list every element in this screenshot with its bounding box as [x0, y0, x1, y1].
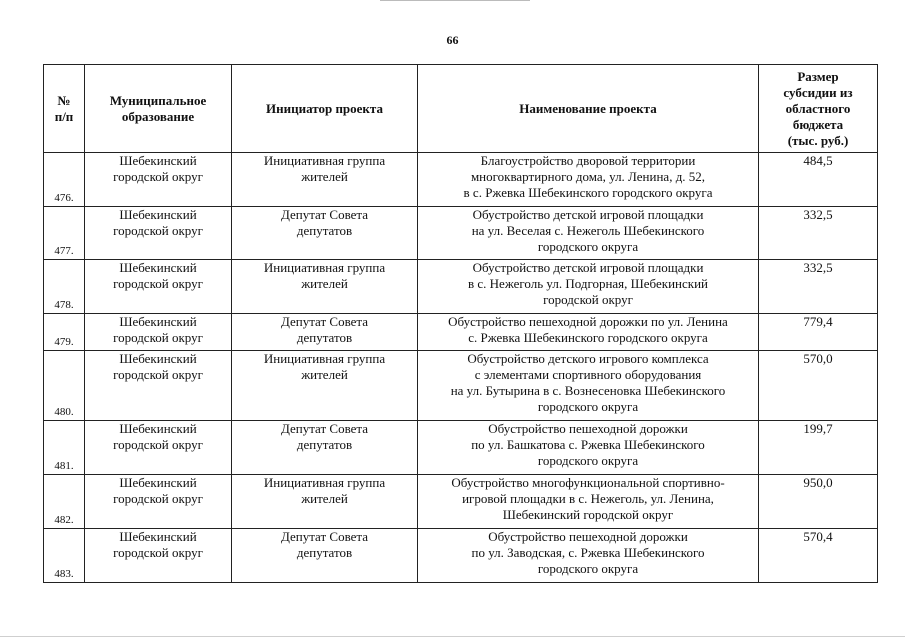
cell-line: бюджета — [792, 116, 844, 132]
municipality-cell — [85, 260, 232, 314]
cell-line: на ул. Бутырина в с. Вознесеновка Шебекинского — [450, 383, 726, 398]
cell-line: с. Ржевка Шебекинского городского округа — [468, 330, 708, 345]
table-row — [44, 351, 878, 421]
initiator-cell — [232, 351, 418, 421]
cell-line: Наименование проекта — [519, 100, 657, 116]
cell-line: Благоустройство дворовой территории — [480, 153, 696, 168]
subsidy-amount: 950,0 — [759, 475, 878, 529]
cell-line: Шебекинский — [119, 475, 197, 490]
cell-line: Шебекинский — [119, 421, 197, 436]
cell-line: Размер — [797, 68, 839, 84]
cell-line: городской округ — [113, 545, 203, 560]
cell-line: городского округа — [537, 239, 639, 254]
cell-line: Обустройство детского игрового комплекса — [467, 351, 709, 366]
cell-line: депутатов — [296, 545, 353, 560]
cell-line: городского округа — [537, 453, 639, 468]
cell-line: Обустройство детской игровой площадки — [472, 260, 704, 275]
cell-line: жителей — [301, 491, 348, 506]
cell-line: субсидии из — [783, 84, 853, 100]
cell-line: с элементами спортивного оборудования — [474, 367, 702, 382]
project-name-cell — [418, 351, 759, 421]
cell-line: на ул. Веселая с. Нежеголь Шебекинского — [471, 223, 705, 238]
scan-artifact-bottom — [0, 636, 905, 637]
row-number: 482. — [44, 475, 85, 529]
cell-line: по ул. Заводская, с. Ржевка Шебекинского — [471, 545, 705, 560]
scan-artifact-top — [380, 0, 530, 1]
cell-line: образование — [121, 108, 195, 124]
row-number: 481. — [44, 421, 85, 475]
initiator-cell — [232, 314, 418, 351]
cell-line: № — [57, 92, 71, 108]
cell-line: многоквартирного дома, ул. Ленина, д. 52, — [470, 169, 706, 184]
cell-line: Депутат Совета — [280, 529, 369, 544]
header-subsidy — [759, 65, 878, 153]
municipality-cell — [85, 421, 232, 475]
project-name-cell — [418, 421, 759, 475]
table-body — [44, 153, 878, 583]
cell-line: депутатов — [296, 223, 353, 238]
cell-line: городского округа — [537, 399, 639, 414]
cell-line: в с. Нежеголь ул. Подгорная, Шебекинский — [468, 276, 708, 291]
cell-line: депутатов — [296, 437, 353, 452]
cell-line: Шебекинский — [119, 314, 197, 329]
header-num — [44, 65, 85, 153]
cell-line: Шебекинский — [119, 351, 197, 366]
cell-line: Обустройство пешеходной дорожки — [488, 529, 688, 544]
municipality-cell — [85, 207, 232, 260]
cell-line: Шебекинский — [119, 207, 197, 222]
cell-line: по ул. Башкатова с. Ржевка Шебекинского — [471, 437, 705, 452]
subsidy-amount: 570,0 — [759, 351, 878, 421]
cell-line: Муниципальное — [109, 92, 207, 108]
municipality-cell — [85, 529, 232, 583]
cell-line: областного — [785, 100, 851, 116]
cell-line: Шебекинский — [119, 153, 197, 168]
cell-line: Обустройство многофункциональной спортивно- — [451, 475, 725, 490]
cell-line: Депутат Совета — [280, 421, 369, 436]
subsidy-amount: 332,5 — [759, 260, 878, 314]
table-row — [44, 260, 878, 314]
cell-line: Шебекинский — [119, 529, 197, 544]
initiator-cell — [232, 421, 418, 475]
cell-line: жителей — [301, 367, 348, 382]
cell-line: Депутат Совета — [280, 314, 369, 329]
row-number: 483. — [44, 529, 85, 583]
cell-line: городской округ — [113, 330, 203, 345]
header-municipality — [85, 65, 232, 153]
cell-line: Обустройство пешеходной дорожки — [488, 421, 688, 436]
initiator-cell — [232, 260, 418, 314]
municipality-cell — [85, 475, 232, 529]
cell-line: городской округ — [113, 367, 203, 382]
subsidy-amount: 570,4 — [759, 529, 878, 583]
project-name-cell — [418, 260, 759, 314]
cell-line: жителей — [301, 169, 348, 184]
table-row — [44, 475, 878, 529]
cell-line: городской округ — [113, 437, 203, 452]
initiator-cell — [232, 529, 418, 583]
row-number: 479. — [44, 314, 85, 351]
cell-line: Инициатор проекта — [266, 100, 383, 116]
cell-line: городской округ — [113, 276, 203, 291]
project-name-cell — [418, 207, 759, 260]
project-name-cell — [418, 529, 759, 583]
row-number: 480. — [44, 351, 85, 421]
cell-line: городской округ — [543, 292, 633, 307]
project-name-cell — [418, 153, 759, 207]
cell-line: п/п — [54, 108, 74, 124]
cell-line: Шебекинский — [119, 260, 197, 275]
table-header-row — [44, 65, 878, 153]
cell-line: Инициативная группа — [263, 153, 386, 168]
initiator-cell — [232, 207, 418, 260]
row-number: 478. — [44, 260, 85, 314]
initiator-cell — [232, 475, 418, 529]
subsidy-amount: 484,5 — [759, 153, 878, 207]
table-row — [44, 421, 878, 475]
municipality-cell — [85, 314, 232, 351]
initiator-cell — [232, 153, 418, 207]
municipality-cell — [85, 351, 232, 421]
row-number: 476. — [44, 153, 85, 207]
table-row — [44, 207, 878, 260]
header-initiator — [232, 65, 418, 153]
cell-line: Шебекинский городской округ — [502, 507, 674, 522]
project-name-cell — [418, 314, 759, 351]
table-row — [44, 153, 878, 207]
page-number: 66 — [446, 33, 459, 47]
header-project — [418, 65, 759, 153]
cell-line: в с. Ржевка Шебекинского городского округа — [463, 185, 713, 200]
subsidy-amount: 199,7 — [759, 421, 878, 475]
subsidy-table — [43, 64, 878, 583]
cell-line: Обустройство пешеходной дорожки по ул. Ленина — [448, 314, 728, 329]
table-row — [44, 529, 878, 583]
cell-line: игровой площадки в с. Нежеголь, ул. Ленина, — [462, 491, 714, 506]
row-number: 477. — [44, 207, 85, 260]
cell-line: Инициативная группа — [263, 260, 386, 275]
cell-line: депутатов — [296, 330, 353, 345]
cell-line: Инициативная группа — [263, 351, 386, 366]
subsidy-amount: 332,5 — [759, 207, 878, 260]
cell-line: жителей — [301, 276, 348, 291]
cell-line: Депутат Совета — [280, 207, 369, 222]
project-name-cell — [418, 475, 759, 529]
table-row — [44, 314, 878, 351]
cell-line: городской округ — [113, 169, 203, 184]
cell-line: городской округ — [113, 223, 203, 238]
municipality-cell — [85, 153, 232, 207]
cell-line: Обустройство детской игровой площадки — [472, 207, 704, 222]
cell-line: городского округа — [537, 561, 639, 576]
subsidy-amount: 779,4 — [759, 314, 878, 351]
cell-line: (тыс. руб.) — [787, 132, 849, 148]
cell-line: городской округ — [113, 491, 203, 506]
cell-line: Инициативная группа — [263, 475, 386, 490]
